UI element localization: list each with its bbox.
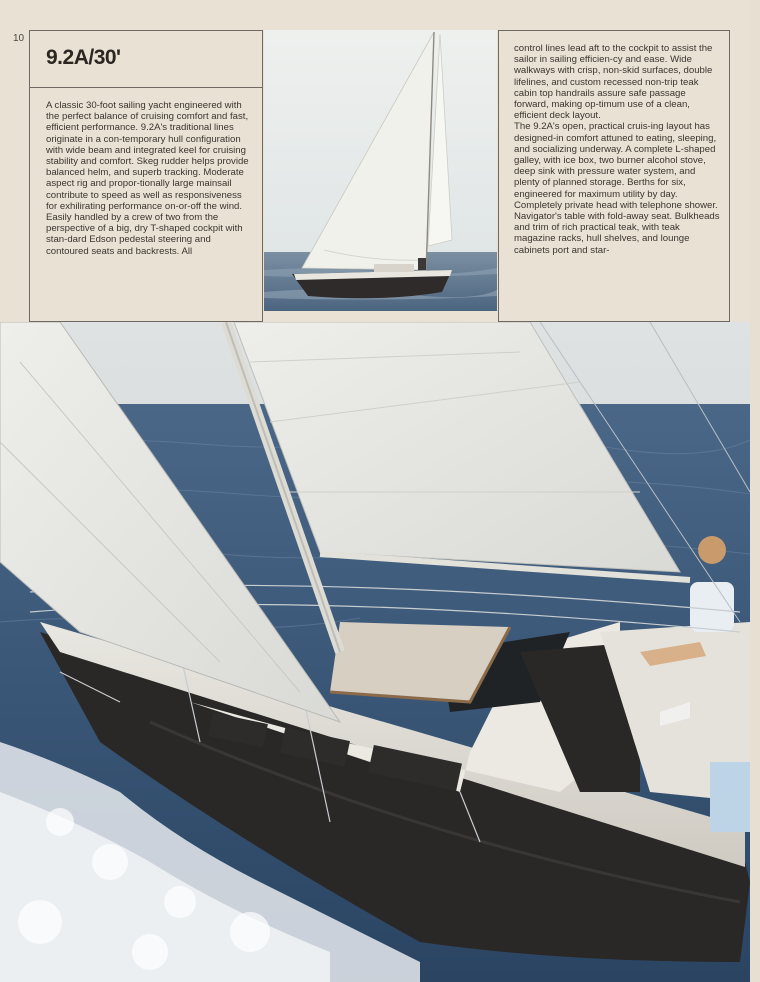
inset-sailboat-photo — [264, 30, 497, 311]
page-number: 10 — [13, 33, 25, 44]
main-yacht-photo — [0, 322, 750, 982]
page-title: 9.2A/30' — [46, 46, 121, 69]
intro-column-text: A classic 30-foot sailing yacht engineered with the perfect balance of cruising comfort and fast, efficient performance. 9.2A's traditional lines originate in a con-temporary hull configuration with wide beam and integrated keel for cruising stability and comfort. Skeg rudder helps provide balanced helm, and superb tracking. Moderate aspect rig and propor-tionally large mainsail contribute to speed as well as responsiveness for exhilirating performance on-or-off the wind. Easily handled by a crew of two from the perspective of a big, dry T-shaped cockpit with stan-dard Edson pedestal steering and contoured seats and backrests. All — [46, 100, 249, 257]
title-divider — [29, 87, 263, 88]
layout-column-text: control lines lead aft to the cockpit to assist the sailor in sailing efficien-cy and ease. Wide walkways with crisp, non-skid surfaces, double lifelines, and custom recessed non-trip teak cabin top handrails assure safe passage forward, making op-timum use of a clean, efficient deck layout. The 9.2A's open, practical cruis-ing layout has designed-in comfort attuned to eating, sleeping, and socializing underway. A complete L-shaped galley, with ice box, two burner alcohol stove, deep sink with pressure water system, and plenty of planned storage. Berths for six, engineered for maximum utility by day. Completely private head with telephone shower. Navigator's table with fold-away seat. Bulkheads and trim of rich practical teak, with teak magazine racks, hull shelves, and lounge cabinets port and star- — [514, 43, 720, 256]
